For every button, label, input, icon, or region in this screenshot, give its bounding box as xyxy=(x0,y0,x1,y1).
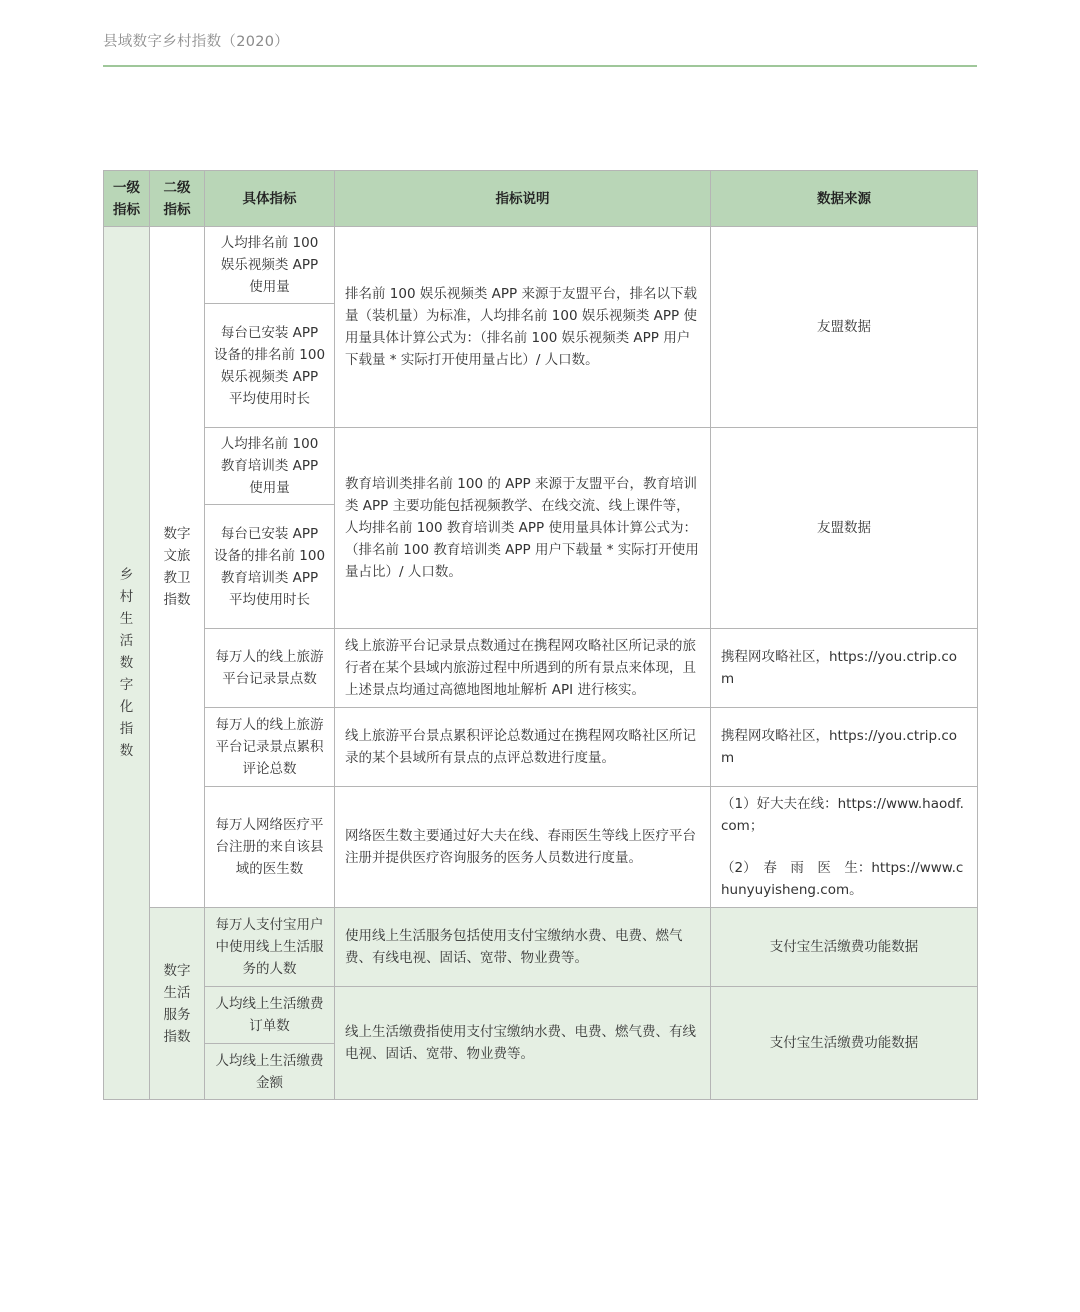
indicator-cell: 人均排名前 100 娱乐视频类 APP 使用量 xyxy=(205,227,335,304)
header-source: 数据来源 xyxy=(711,171,978,227)
source-gap xyxy=(721,837,967,857)
source-cell: 携程网攻略社区，https://you.ctrip.com xyxy=(711,629,978,708)
level2-label: 数字文旅教卫指数 xyxy=(163,526,191,608)
indicator-cell: 每万人支付宝用户中使用线上生活服务的人数 xyxy=(205,908,335,987)
description-cell: 使用线上生活服务包括使用支付宝缴纳水费、电费、燃气费、有线电视、固话、宽带、物业费等。 xyxy=(335,908,711,987)
indicator-cell: 每万人网络医疗平台注册的来自该县域的医生数 xyxy=(205,787,335,908)
description-cell: 线上旅游平台记录景点数通过在携程网攻略社区所记录的旅行者在某个县域内旅游过程中所遇到的所有景点来体现，且上述景点均通过高德地图地址解析 API 进行核实。 xyxy=(335,629,711,708)
source-cell: 友盟数据 xyxy=(711,227,978,428)
indicator-cell: 每台已安装 APP 设备的排名前 100 教育培训类 APP 平均使用时长 xyxy=(205,505,335,629)
table-row xyxy=(104,787,978,908)
indicator-cell: 每万人的线上旅游平台记录景点数 xyxy=(205,629,335,708)
header-level2: 二级指标 xyxy=(150,171,205,227)
header-level1: 一级指标 xyxy=(104,171,150,227)
description-cell: 线上生活缴费指使用支付宝缴纳水费、电费、燃气费、有线电视、固话、宽带、物业费等。 xyxy=(335,987,711,1100)
table-row xyxy=(104,428,978,505)
header-indicator: 具体指标 xyxy=(205,171,335,227)
source-cell xyxy=(711,787,978,908)
table-row xyxy=(104,708,978,787)
source-cell: 友盟数据 xyxy=(711,428,978,629)
source-line-chunyu: （2） 春 雨 医 生：https://www.chunyuyisheng.com。 xyxy=(721,860,964,898)
indicator-table xyxy=(103,170,978,1100)
indicator-cell: 人均线上生活缴费金额 xyxy=(205,1044,335,1100)
description-cell: 教育培训类排名前 100 的 APP 来源于友盟平台，教育培训类 APP 主要功能包括视频教学、在线交流、线上课件等，人均排名前 100 教育培训类 APP 使用量具体计算公式为：（排名前 100 教育培训类 APP 用户下载量 * 实际打开使用量占比）/ 人口数。 xyxy=(335,428,711,629)
description-cell: 线上旅游平台景点累积评论总数通过在携程网攻略社区所记录的某个县域所有景点的点评总数进行度量。 xyxy=(335,708,711,787)
description-cell: 网络医生数主要通过好大夫在线、春雨医生等线上医疗平台注册并提供医疗咨询服务的医务人员数进行度量。 xyxy=(335,787,711,908)
level1-cell xyxy=(104,227,150,1100)
indicator-cell: 人均线上生活缴费订单数 xyxy=(205,987,335,1044)
level2-label: 数字生活服务指数 xyxy=(163,962,191,1045)
level2-cell-life xyxy=(150,908,205,1100)
level2-cell-culture xyxy=(150,227,205,908)
source-cell: 支付宝生活缴费功能数据 xyxy=(711,908,978,987)
indicator-cell: 每台已安装 APP 设备的排名前 100 娱乐视频类 APP 平均使用时长 xyxy=(205,304,335,428)
table-row xyxy=(104,629,978,708)
table-header-row xyxy=(104,171,978,227)
level1-label: 乡村生活数字化指数 xyxy=(119,567,134,759)
indicator-cell: 人均排名前 100 教育培训类 APP 使用量 xyxy=(205,428,335,505)
table-row xyxy=(104,227,978,304)
source-cell: 携程网攻略社区，https://you.ctrip.com xyxy=(711,708,978,787)
description-cell: 排名前 100 娱乐视频类 APP 来源于友盟平台，排名以下载量（装机量）为标准，人均排名前 100 娱乐视频类 APP 使用量具体计算公式为：（排名前 100 娱乐视频类 APP 用户下载量 * 实际打开使用量占比）/ 人口数。 xyxy=(335,227,711,428)
table-row xyxy=(104,987,978,1044)
header-divider xyxy=(103,65,977,67)
table-row xyxy=(104,908,978,987)
source-line-haodf: （1）好大夫在线：https://www.haodf.com； xyxy=(721,796,964,834)
header-description: 指标说明 xyxy=(335,171,711,227)
header-title: 县域数字乡村指数（2020） xyxy=(103,34,290,50)
source-cell: 支付宝生活缴费功能数据 xyxy=(711,987,978,1100)
indicator-cell: 每万人的线上旅游平台记录景点累积评论总数 xyxy=(205,708,335,787)
